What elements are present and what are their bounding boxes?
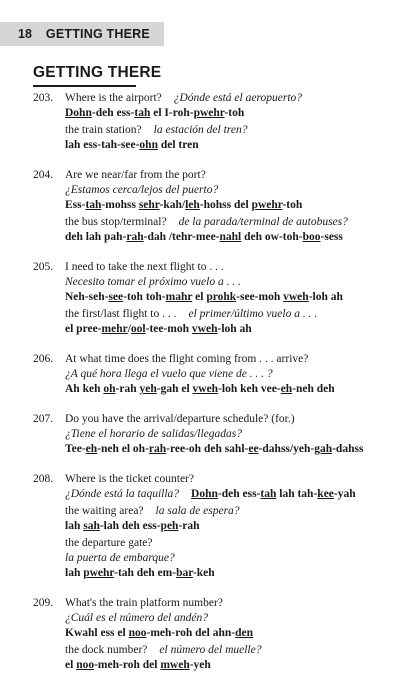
pronunciation	[134, 107, 150, 119]
phrase-entry	[33, 472, 383, 581]
stressed-syllable: Dohn	[191, 488, 218, 500]
pronunciation: -gah el	[156, 383, 193, 395]
pronunciation	[185, 199, 200, 211]
english-phrase: I need to take the next flight to . . .	[65, 261, 224, 273]
stressed-syllable: rah	[148, 443, 167, 455]
stressed-syllable: boo	[302, 231, 321, 243]
pronunciation: lah	[65, 520, 84, 532]
pronunciation: Tee-	[65, 443, 86, 455]
english-phrase: the departure gate?	[65, 537, 153, 549]
pronunciation: deh lah pah-	[65, 231, 127, 243]
stressed-syllable: eh	[280, 383, 293, 395]
pronunciation: el	[192, 291, 207, 303]
phrase-entry	[33, 260, 383, 337]
pronunciation: el pree-	[65, 323, 102, 335]
entry-line	[65, 382, 383, 397]
entry-line	[65, 367, 383, 382]
pronunciation: -neh el oh-	[97, 443, 149, 455]
stressed-syllable: prohk	[206, 291, 237, 303]
pronunciation: lah tah-	[276, 488, 318, 500]
pronunciation	[194, 107, 225, 119]
pronunciation: -tah deh em-	[114, 567, 177, 579]
pronunciation	[76, 659, 94, 671]
stressed-syllable: pwehr	[193, 107, 225, 119]
pronunciation: -rah	[115, 383, 140, 395]
english-phrase: the first/last flight to . . .	[65, 308, 177, 320]
pronunciation	[129, 627, 147, 639]
spanish-phrase: ¿A qué hora llega el vuelo que viene de . . . ?	[65, 368, 273, 380]
pronunciation: -loh ah	[217, 323, 252, 335]
entry-line	[65, 427, 383, 442]
spanish-phrase: la sala de espera?	[155, 505, 240, 517]
spanish-phrase: la estación del tren?	[153, 124, 248, 136]
pronunciation: lah	[65, 567, 84, 579]
pronunciation	[252, 199, 283, 211]
stressed-syllable: pwehr	[83, 567, 115, 579]
pronunciation	[85, 199, 101, 211]
entry-line	[65, 658, 383, 673]
english-phrase: the dock number?	[65, 644, 148, 656]
stressed-syllable: vweh	[192, 383, 219, 395]
pronunciation: el	[65, 659, 77, 671]
entry-number: 204.	[33, 169, 54, 181]
pronunciation: lah ess-tah-see-	[65, 139, 140, 151]
entry-line	[65, 183, 383, 198]
pronunciation: -toh	[282, 199, 303, 211]
entry-line	[65, 626, 383, 641]
stressed-syllable: ee	[248, 443, 259, 455]
stressed-syllable: tah	[134, 107, 151, 119]
entry-body	[65, 596, 383, 673]
stressed-syllable: den	[235, 627, 253, 639]
pronunciation: -ree-oh deh sahl-	[166, 443, 249, 455]
pronunciation: -toh toh-	[123, 291, 166, 303]
english-phrase: Do you have the arrival/departure schedule? (for.)	[65, 413, 295, 425]
english-phrase: At what time does the flight coming from . . . arrive?	[65, 353, 309, 365]
entry-line	[65, 504, 383, 519]
stressed-syllable: tah	[260, 488, 277, 500]
entry-line	[65, 352, 383, 367]
pronunciation	[281, 383, 293, 395]
pronunciation	[248, 443, 258, 455]
entry-body	[65, 472, 383, 581]
stressed-syllable: noo	[76, 659, 95, 671]
english-phrase: the train station?	[65, 124, 142, 136]
stressed-syllable: oh	[103, 383, 116, 395]
running-header	[0, 22, 164, 46]
stressed-syllable: pwehr	[251, 199, 283, 211]
entry-number: 208.	[33, 473, 54, 485]
pronunciation: -dahss/yeh-	[258, 443, 315, 455]
spanish-phrase: Necesito tomar el próximo vuelo a . . .	[65, 276, 241, 288]
pronunciation	[176, 567, 193, 579]
english-phrase: the waiting area?	[65, 505, 144, 517]
pronunciation: -meh-roh del ahn-	[146, 627, 236, 639]
entry-line	[65, 442, 383, 457]
phrase-list	[33, 91, 383, 688]
spanish-phrase: el primer/último vuelo a . . .	[188, 308, 318, 320]
stressed-syllable: gah	[314, 443, 333, 455]
pronunciation	[126, 231, 143, 243]
pronunciation: -tee-moh	[145, 323, 192, 335]
entry-line	[65, 91, 383, 106]
entry-line	[65, 551, 383, 566]
pronunciation	[191, 488, 218, 500]
entry-number: 206.	[33, 353, 54, 365]
pronunciation: -kah/	[159, 199, 186, 211]
pronunciation: -neh deh	[292, 383, 335, 395]
stressed-syllable: mehr	[101, 323, 128, 335]
pronunciation	[317, 488, 334, 500]
english-phrase: Where is the airport?	[65, 92, 162, 104]
pronunciation	[139, 199, 160, 211]
stressed-syllable: mweh	[160, 659, 190, 671]
stressed-syllable: ool	[130, 323, 146, 335]
entry-body	[65, 352, 383, 397]
stressed-syllable: noo	[128, 627, 147, 639]
stressed-syllable: eh	[85, 443, 98, 455]
stressed-syllable: kee	[317, 488, 334, 500]
stressed-syllable: vweh	[191, 323, 218, 335]
entry-line	[65, 260, 383, 275]
english-phrase: Where is the ticket counter?	[65, 473, 194, 485]
pronunciation: del tren	[157, 139, 199, 151]
pronunciation	[103, 383, 115, 395]
spanish-phrase: ¿Cuál es el número del andén?	[65, 612, 208, 624]
pronunciation: Ah keh	[65, 383, 104, 395]
stressed-syllable: vweh	[283, 291, 309, 303]
pronunciation: -meh-roh del	[94, 659, 161, 671]
entry-body	[65, 91, 383, 153]
entry-line	[65, 198, 383, 213]
phrase-entry	[33, 168, 383, 245]
pronunciation	[65, 107, 92, 119]
pronunciation: -hohss del	[199, 199, 252, 211]
stressed-syllable: see	[108, 291, 124, 303]
entry-number: 207.	[33, 413, 54, 425]
stressed-syllable: tah	[85, 199, 102, 211]
pronunciation	[235, 627, 253, 639]
stressed-syllable: nahl	[219, 231, 242, 243]
entry-line	[65, 106, 383, 121]
pronunciation	[139, 383, 156, 395]
phrase-entry	[33, 412, 383, 457]
pronunciation	[102, 323, 128, 335]
entry-line	[65, 215, 383, 230]
stressed-syllable: Dohn	[65, 107, 92, 119]
stressed-syllable: ohn	[139, 139, 158, 151]
pronunciation	[206, 291, 236, 303]
pronunciation	[192, 323, 218, 335]
spanish-phrase: ¿Tiene el horario de salidas/llegadas?	[65, 428, 242, 440]
section-title: GETTING THERE	[33, 64, 162, 81]
entry-line	[65, 412, 383, 427]
pronunciation: el I-roh-	[150, 107, 194, 119]
entry-line	[65, 275, 383, 290]
spanish-phrase: la puerta de embarque?	[65, 552, 175, 564]
entry-line	[65, 596, 383, 611]
phrase-entry	[33, 596, 383, 673]
stressed-syllable: yeh	[139, 383, 157, 395]
pronunciation: -deh ess-	[217, 488, 261, 500]
pronunciation: -rah	[178, 520, 200, 532]
section-title-underline	[33, 85, 136, 87]
pronunciation: -mohss	[101, 199, 139, 211]
pronunciation: -deh ess-	[91, 107, 135, 119]
english-phrase: What's the train platform number?	[65, 597, 223, 609]
entry-body	[65, 260, 383, 337]
page-number: 18	[18, 27, 32, 41]
entry-line	[65, 566, 383, 581]
stressed-syllable: leh	[185, 199, 200, 211]
entry-line	[65, 643, 383, 658]
pronunciation: -toh	[224, 107, 245, 119]
pronunciation	[260, 488, 276, 500]
phrase-entry	[33, 352, 383, 397]
entry-number: 205.	[33, 261, 54, 273]
phrase-entry	[33, 91, 383, 153]
entry-line	[65, 138, 383, 153]
pronunciation	[161, 520, 179, 532]
entry-line	[65, 536, 383, 551]
running-title: GETTING THERE	[45, 27, 150, 41]
entry-line	[65, 611, 383, 626]
pronunciation	[86, 443, 98, 455]
spanish-phrase: ¿Estamos cerca/lejos del puerto?	[65, 184, 219, 196]
entry-number: 209.	[33, 597, 54, 609]
pronunciation: -keh	[192, 567, 215, 579]
spanish-phrase: ¿Dónde está la taquilla?	[65, 488, 180, 500]
entry-number: 203.	[33, 92, 54, 104]
pronunciation	[131, 323, 146, 335]
entry-line	[65, 322, 383, 337]
pronunciation: /	[127, 323, 131, 335]
pronunciation: -yeh	[189, 659, 211, 671]
pronunciation: -lah deh ess-	[99, 520, 161, 532]
pronunciation: -sess	[320, 231, 343, 243]
pronunciation: Kwahl ess el	[65, 627, 129, 639]
spanish-phrase: de la parada/terminal de autobuses?	[178, 216, 348, 228]
pronunciation	[83, 520, 100, 532]
stressed-syllable: bar	[176, 567, 193, 579]
pronunciation: -loh keh vee-	[218, 383, 281, 395]
pronunciation	[303, 231, 321, 243]
pronunciation: -dahss	[332, 443, 364, 455]
entry-line	[65, 168, 383, 183]
pronunciation	[283, 291, 309, 303]
pronunciation	[108, 291, 123, 303]
pronunciation: Ess-	[65, 199, 86, 211]
pronunciation	[139, 139, 158, 151]
entry-line	[65, 487, 383, 502]
entry-line	[65, 307, 383, 322]
spanish-phrase: el número del muelle?	[159, 644, 262, 656]
entry-line	[65, 472, 383, 487]
pronunciation	[83, 567, 114, 579]
stressed-syllable: peh	[160, 520, 179, 532]
pronunciation	[149, 443, 166, 455]
pronunciation: -see-moh	[236, 291, 284, 303]
stressed-syllable: sehr	[138, 199, 160, 211]
entry-line	[65, 519, 383, 534]
entry-line	[65, 290, 383, 305]
english-phrase: Are we near/far from the port?	[65, 169, 206, 181]
stressed-syllable: rah	[126, 231, 144, 243]
pronunciation	[160, 659, 189, 671]
pronunciation	[193, 383, 219, 395]
pronunciation: -yah	[333, 488, 356, 500]
entry-body	[65, 168, 383, 245]
english-phrase: the bus stop/terminal?	[65, 216, 167, 228]
pronunciation	[220, 231, 242, 243]
pronunciation: deh ow-toh-	[241, 231, 303, 243]
stressed-syllable: mahr	[165, 291, 193, 303]
pronunciation: Neh-seh-	[65, 291, 109, 303]
pronunciation: -loh ah	[308, 291, 343, 303]
entry-body	[65, 412, 383, 457]
pronunciation: -dah /tehr-mee-	[143, 231, 220, 243]
spanish-phrase: ¿Dónde está el aeropuerto?	[173, 92, 303, 104]
entry-line	[65, 123, 383, 138]
pronunciation	[166, 291, 193, 303]
entry-line	[65, 230, 383, 245]
stressed-syllable: sah	[83, 520, 100, 532]
pronunciation	[314, 443, 332, 455]
